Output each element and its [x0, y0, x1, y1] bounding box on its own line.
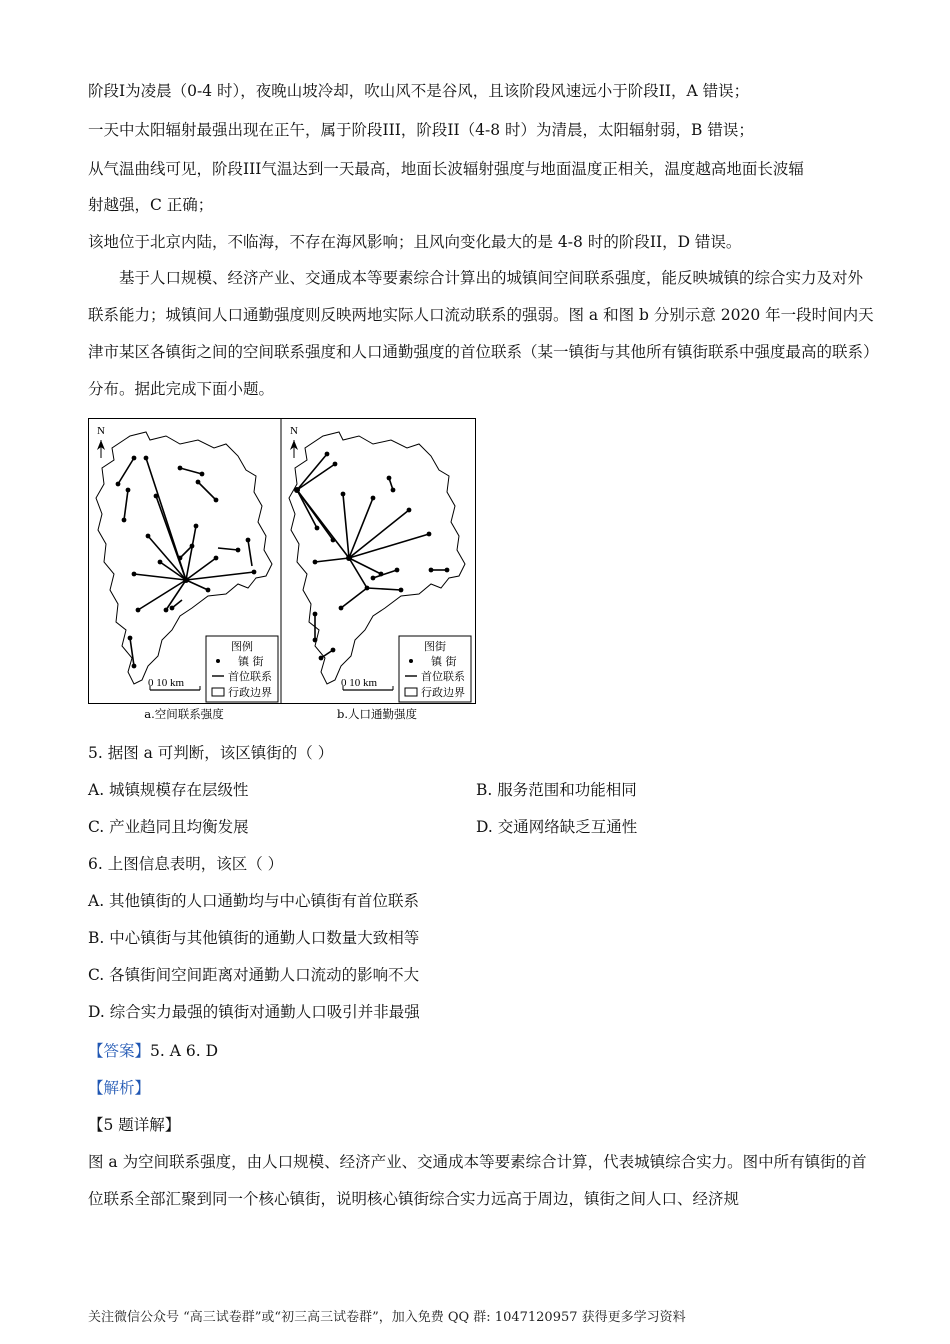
- footer-note: 关注微信公众号 “高三试卷群”或“初三高三试卷群”，加入免费 QQ 群: 1047120957 获得更多学习资料: [88, 1310, 686, 1325]
- north-arrow-icon: [290, 440, 298, 458]
- legend-border-label: 行政边界: [421, 686, 465, 699]
- north-label: N: [97, 425, 105, 437]
- legend-town-icon: [216, 659, 220, 663]
- q5-stem: 5. 据图 a 可判断，该区镇街的（ ）: [88, 744, 334, 762]
- q5-option-b: B. 服务范围和功能相同: [476, 781, 637, 799]
- text-line-4: 射越强，C 正确；: [88, 196, 214, 214]
- caption-a: a.空间联系强度: [144, 707, 224, 721]
- first-links: [297, 454, 447, 658]
- q6-stem: 6. 上图信息表明，该区（ ）: [88, 855, 284, 873]
- legend-link-label: 首位联系: [421, 670, 465, 683]
- text-line-2: 一天中太阳辐射最强出现在正午，属于阶段III，阶段II（4-8 时）为清晨，太阳辐射弱，B 错误；: [88, 121, 754, 139]
- legend-border-label: 行政边界: [228, 686, 272, 699]
- explanation-paragraph: 图 a 为空间联系强度，由人口规模、经济产业、交通成本等要素综合计算，代表城镇综合实力。图中所有镇街的首位联系全部汇聚到同一个核心镇街，说明核心镇街综合实力远高于周边，镇街之间人口、经济规: [88, 1153, 867, 1208]
- scale-label: 0 10 km: [341, 677, 378, 689]
- legend-town-label: 镇 街: [431, 655, 457, 668]
- first-links: [118, 458, 254, 666]
- caption-b: b.人口通勤强度: [336, 707, 418, 721]
- text-line-5: 该地位于北京内陆，不临海，不存在海风影响；且风向变化最大的是 4-8 时的阶段II，D 错误。: [88, 233, 742, 251]
- legend-link-label: 首位联系: [228, 670, 272, 683]
- intro-paragraph: 基于人口规模、经济产业、交通成本等要素综合计算出的城镇间空间联系强度，能反映城镇的综合实力及对外联系能力；城镇间人口通勤强度则反映两地实际人口流动联系的强弱。图 a 和图 b 分别示意 2020 年一段时间内天津市某区各镇街之间的空间联系强度和人口通勤强度的首位联系（某一镇街与其他所有镇街联系中强度最高的联系）分布。据此完成下面小题。: [88, 269, 874, 398]
- legend-town-icon: [409, 659, 413, 663]
- map-figure-svg: [88, 418, 476, 723]
- map-figure: [88, 418, 476, 723]
- north-label: N: [290, 425, 298, 437]
- answer-text: 5. A 6. D: [150, 1042, 218, 1060]
- detail5-label: 【5 题详解】: [88, 1116, 181, 1134]
- answer-label: 【答案】: [88, 1042, 151, 1060]
- map-a: [96, 425, 278, 721]
- q6-option-d: D. 综合实力最强的镇街对通勤人口吸引并非最强: [88, 1003, 420, 1021]
- map-b: [289, 425, 471, 721]
- legend-title: 图例: [231, 640, 253, 653]
- text-line-1: 阶段I为凌晨（0-4 时），夜晚山坡冷却，吹山风不是谷风，且该阶段风速远小于阶段II，A 错误；: [88, 82, 750, 100]
- q6-option-c: C. 各镇街间空间距离对通勤人口流动的影响不大: [88, 966, 420, 984]
- q5-option-a: A. 城镇规模存在层级性: [88, 781, 249, 799]
- scale-label: 0 10 km: [148, 677, 185, 689]
- q6-option-b: B. 中心镇街与其他镇街的通勤人口数量大致相等: [88, 929, 420, 947]
- legend-title: 图街: [424, 640, 446, 653]
- q5-option-d: D. 交通网络缺乏互通性: [476, 818, 638, 836]
- text-line-3: 从气温曲线可见，阶段III气温达到一天最高，地面长波辐射强度与地面温度正相关，温度越高地面长波辐: [88, 160, 804, 178]
- north-arrow-icon: [97, 440, 105, 458]
- q5-option-c: C. 产业趋同且均衡发展: [88, 818, 249, 836]
- analysis-label: 【解析】: [88, 1079, 151, 1097]
- legend-town-label: 镇 街: [238, 655, 264, 668]
- q6-option-a: A. 其他镇街的人口通勤均与中心镇街有首位联系: [88, 892, 420, 910]
- answer-line: [88, 1040, 218, 1062]
